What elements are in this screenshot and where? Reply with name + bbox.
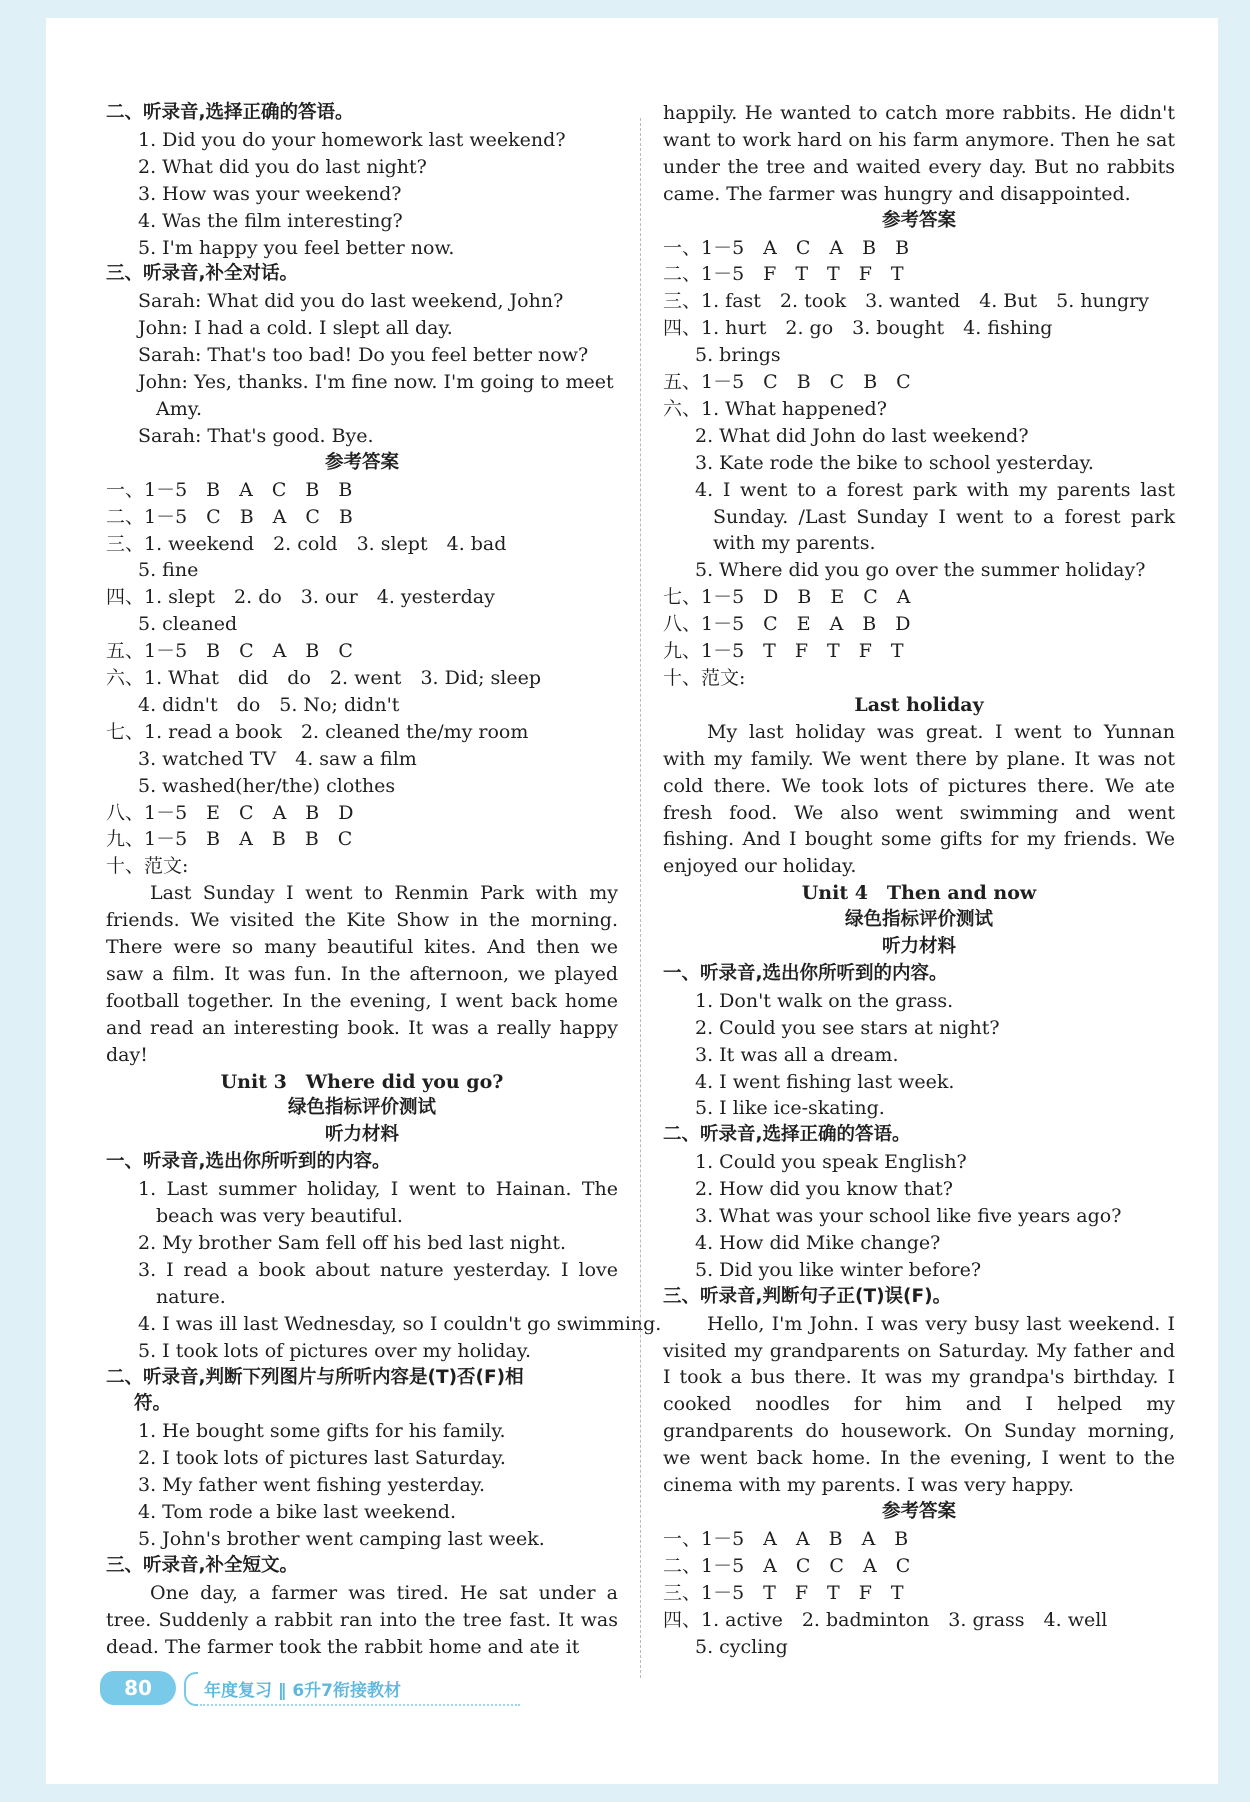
left-line: 三、听录音,补全对话。 — [106, 263, 299, 285]
right-line: 十、范文: — [663, 666, 746, 689]
left-line: 3. watched TV 4. saw a film — [138, 747, 417, 770]
left-line: 5. I took lots of pictures over my holiday. — [138, 1339, 531, 1362]
right-line: 2. How did you know that? — [695, 1178, 953, 1201]
left-line: 3. I read a book about nature yesterday. I love nature. — [138, 1258, 618, 1308]
right-line: 一、听录音,选出你所听到的内容。 — [663, 962, 948, 984]
left-line: 5. I'm happy you feel better now. — [138, 236, 455, 259]
left-line: 1. He bought some gifts for his family. — [138, 1420, 506, 1443]
right-line: 1. Could you speak English? — [695, 1151, 967, 1174]
right-line: 二、1－5 F T T F T — [663, 263, 904, 286]
left-line: 4. Tom rode a bike last weekend. — [138, 1501, 457, 1524]
right-line: 六、1. What happened? — [663, 397, 887, 420]
left-line: 一、1－5 B A C B B — [106, 478, 353, 501]
left-line: 十、范文: — [106, 855, 189, 878]
left-line: 2. What did you do last night? — [138, 155, 427, 178]
right-line: Unit 4 Then and now — [801, 882, 1037, 905]
right-line: 三、1－5 T F T F T — [663, 1581, 904, 1604]
right-line: 绿色指标评价测试 — [844, 909, 993, 931]
right-line: 3. It was all a dream. — [695, 1043, 899, 1066]
left-line: Sarah: That's good. Bye. — [138, 424, 374, 447]
right-line: My last holiday was great. I went to Yunnan with my family. We went there by plane. It was not cold there. We took lots of pictures there. We ate fresh food. We also went swimming and went fishing. And I bought some gifts for my friends. We enjoyed our holiday. — [663, 720, 1175, 878]
left-line: 1. Did you do your homework last weekend? — [138, 128, 566, 151]
right-line: 一、1－5 A C A B B — [663, 236, 910, 259]
left-line: 七、1. read a book 2. cleaned the/my room — [106, 720, 529, 743]
right-line: Last holiday — [854, 693, 984, 716]
right-line: 5. brings — [695, 344, 781, 367]
left-line: 六、1. What did do 2. went 3. Did; sleep — [106, 667, 542, 690]
left-line: 一、听录音,选出你所听到的内容。 — [106, 1151, 391, 1173]
right-line: 5. cycling — [695, 1635, 788, 1658]
right-line: 4. How did Mike change? — [695, 1231, 941, 1254]
right-line: 一、1－5 A A B A B — [663, 1527, 909, 1550]
left-line: 5. cleaned — [138, 613, 238, 636]
left-column — [106, 100, 662, 1660]
left-line: 二、听录音,判断下列图片与所听内容是(T)否(F)相 — [106, 1366, 524, 1388]
right-line: 八、1－5 C E A B D — [663, 613, 911, 636]
left-line: 二、1－5 C B A C B — [106, 505, 353, 528]
right-line: 3. What was your school like five years ago? — [695, 1205, 1122, 1228]
left-line: 5. washed(her/the) clothes — [138, 774, 396, 797]
left-line: Amy. — [156, 397, 202, 420]
right-line: 5. Did you like winter before? — [695, 1258, 982, 1281]
left-line: John: Yes, thanks. I'm fine now. I'm going to meet — [138, 371, 614, 394]
right-line: 5. Where did you go over the summer holiday? — [695, 559, 1146, 582]
left-line: Unit 3 Where did you go? — [220, 1070, 504, 1093]
left-line: 八、1－5 E C A B D — [106, 801, 354, 824]
right-line: 听力材料 — [881, 935, 956, 957]
right-line: 三、1. fast 2. took 3. wanted 4. But 5. hungry — [663, 290, 1150, 313]
right-line: 4. I went fishing last week. — [695, 1070, 955, 1093]
right-line: happily. He wanted to catch more rabbits. He didn't want to work hard on his farm anymore. Then he sat under the tree and waited every day. But no rabbits came. The farmer was hungry and disappointed. — [663, 102, 1175, 205]
left-line: 三、听录音,补全短文。 — [106, 1554, 299, 1576]
right-line: 四、1. active 2. badminton 3. grass 4. well — [663, 1608, 1108, 1631]
right-line: 参考答案 — [881, 1500, 956, 1522]
left-line: 4. Was the film interesting? — [138, 209, 403, 232]
left-line: 2. I took lots of pictures last Saturday. — [138, 1447, 506, 1470]
footer-dotted-line — [200, 1704, 520, 1706]
left-line: 1. Last summer holiday, I went to Hainan. The beach was very beautiful. — [138, 1178, 618, 1228]
right-line: 三、听录音,判断句子正(T)误(F)。 — [663, 1285, 952, 1307]
right-line: 五、1－5 C B C B C — [663, 371, 911, 394]
left-line: Sarah: That's too bad! Do you feel better now? — [138, 344, 589, 367]
left-line: 九、1－5 B A B B C — [106, 828, 353, 851]
footer-label: 年度复习 ‖ 6升7衔接教材 — [204, 1681, 401, 1701]
left-line: 三、1. weekend 2. cold 3. slept 4. bad — [106, 532, 507, 555]
column-divider — [640, 118, 641, 1678]
left-line: 3. How was your weekend? — [138, 182, 402, 205]
left-line: 听力材料 — [324, 1124, 399, 1146]
right-line: 4. I went to a forest park with my parents last Sunday. /Last Sunday I went to a forest park with my parents. — [695, 478, 1175, 555]
left-line: 二、听录音,选择正确的答语。 — [106, 102, 354, 123]
left-line: 4. I was ill last Wednesday, so I couldn't go swimming. — [138, 1312, 662, 1335]
right-line: 1. Don't walk on the grass. — [695, 989, 954, 1012]
left-line: 2. My brother Sam fell off his bed last night. — [138, 1232, 567, 1254]
left-line: Last Sunday I went to Renmin Park with my friends. We visited the Kite Show in the morning. There were so many beautiful kites. And then we saw a film. It was fun. In the afternoon, we played football together. In the evening, I went back home and read an interesting book. It was a really happy day! — [106, 882, 618, 1066]
left-line: 5. John's brother went camping last week. — [138, 1527, 545, 1550]
right-line: 二、1－5 A C C A C — [663, 1554, 911, 1577]
right-line: 2. What did John do last weekend? — [695, 424, 1029, 447]
left-line: 五、1－5 B C A B C — [106, 640, 353, 663]
right-line: 参考答案 — [881, 209, 956, 231]
left-line: 绿色指标评价测试 — [287, 1097, 436, 1119]
left-line: 符。 — [134, 1393, 172, 1415]
left-line: 5. fine — [138, 559, 199, 582]
right-line: 四、1. hurt 2. go 3. bought 4. fishing — [663, 317, 1053, 340]
right-line: 二、听录音,选择正确的答语。 — [663, 1124, 911, 1146]
right-line: 七、1－5 D B E C A — [663, 586, 911, 609]
left-line: 4. didn't do 5. No; didn't — [138, 693, 400, 716]
right-line: 九、1－5 T F T F T — [663, 640, 904, 663]
left-line: John: I had a cold. I slept all day. — [138, 317, 453, 340]
right-line: Hello, I'm John. I was very busy last weekend. I visited my grandparents on Saturday. My father and I took a bus there. It was my grandpa's birthday. I cooked noodles for him and I helped my grandparents do housework. On Sunday morning, we went back home. In the evening, I went to the cinema with my parents. I was very happy. — [663, 1312, 1175, 1497]
page-footer — [100, 1668, 520, 1718]
left-line: 四、1. slept 2. do 3. our 4. yesterday — [106, 586, 495, 609]
left-line: Sarah: What did you do last weekend, John? — [138, 290, 564, 313]
right-line: 2. Could you see stars at night? — [695, 1016, 1000, 1039]
page-number: 80 — [100, 1671, 176, 1705]
left-line: One day, a farmer was tired. He sat under a tree. Suddenly a rabbit ran into the tree fast. It was dead. The farmer took the rabbit home and ate it — [106, 1581, 618, 1658]
right-column — [663, 100, 1175, 1660]
left-line: 参考答案 — [324, 451, 399, 473]
footer-hook-decoration — [184, 1672, 198, 1706]
right-line: 3. Kate rode the bike to school yesterday. — [695, 451, 1094, 474]
right-line: 5. I like ice-skating. — [695, 1097, 885, 1120]
left-line: 3. My father went fishing yesterday. — [138, 1474, 486, 1497]
